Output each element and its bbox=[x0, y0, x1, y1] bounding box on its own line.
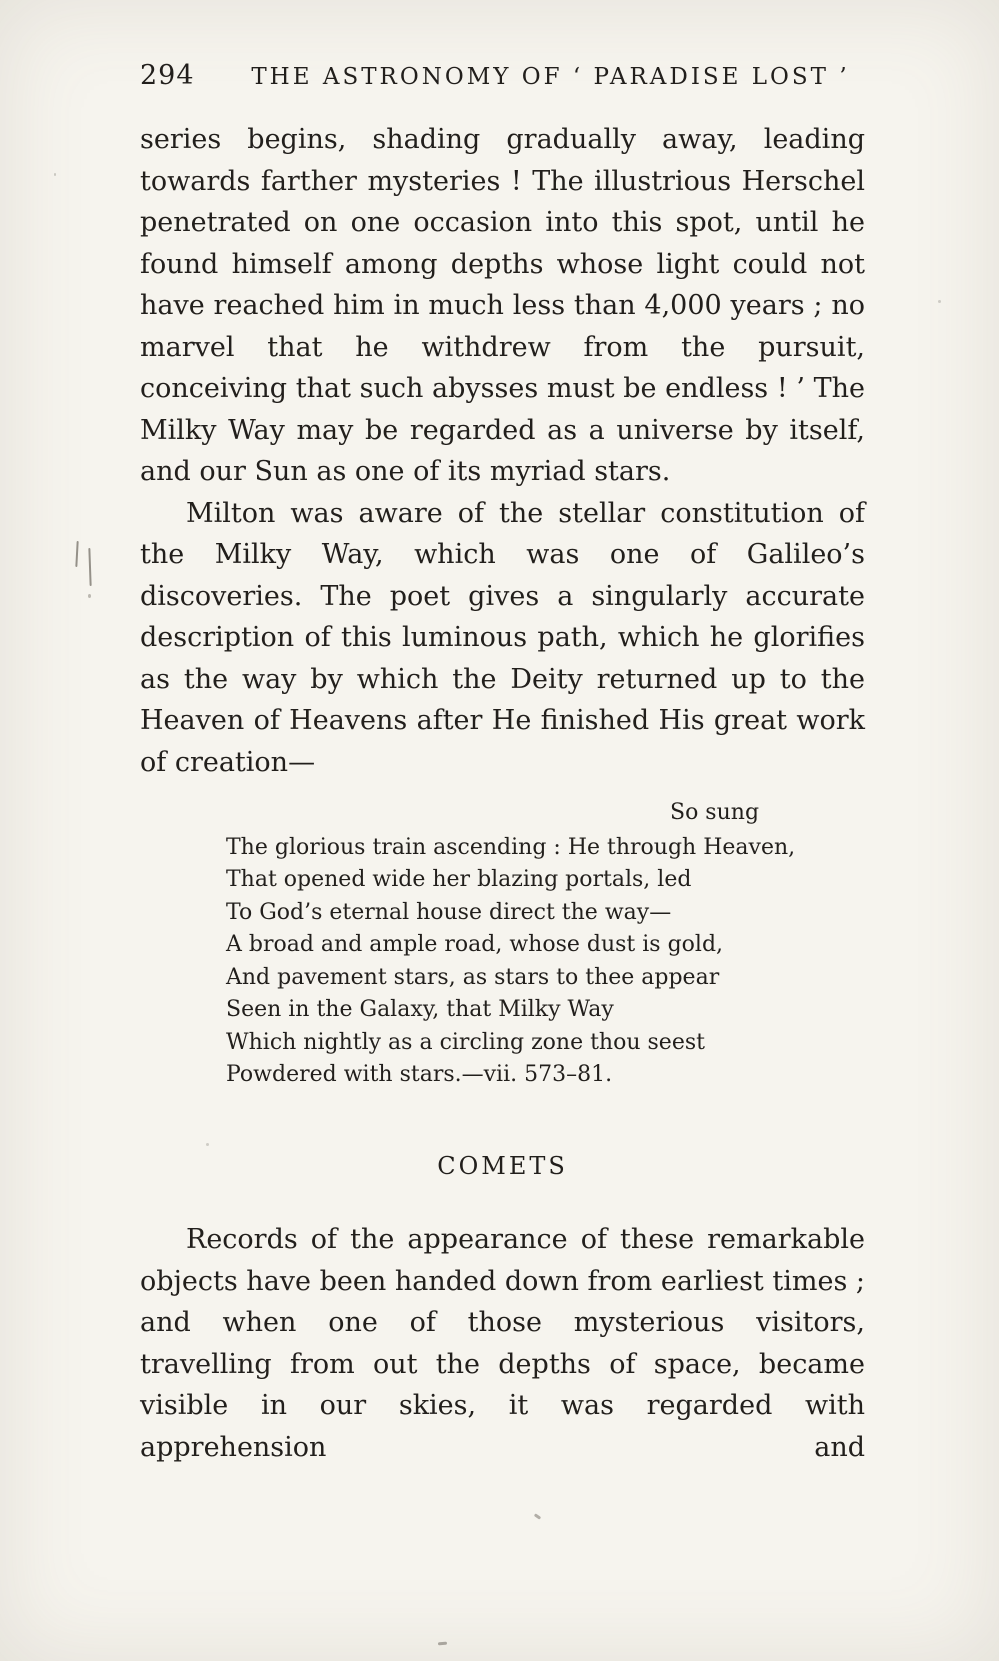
scan-artifact bbox=[54, 173, 56, 176]
running-head bbox=[140, 60, 865, 91]
scan-artifact bbox=[438, 1642, 447, 1646]
running-title: THE ASTRONOMY OF ‘ PARADISE LOST ’ bbox=[251, 64, 850, 90]
scan-artifact bbox=[88, 594, 91, 598]
scan-artifact bbox=[534, 1513, 541, 1519]
section-heading-comets: COMETS bbox=[437, 1151, 568, 1180]
verse-line: That opened wide her blazing portals, led bbox=[226, 867, 692, 892]
paragraph-comets: Records of the appearance of these remarkable objects have been handed down from earliest times ; and when one of those mysterious visitors, travelling from out the depths of space, became visible in our skies, it was regarded with apprehension and bbox=[140, 1224, 865, 1463]
verse-line: Seen in the Galaxy, that Milky Way bbox=[226, 997, 614, 1022]
verse-line: The glorious train ascending : He through Heaven, bbox=[226, 834, 796, 860]
verse-line: A broad and ample road, whose dust is gold, bbox=[226, 932, 724, 957]
paragraph-milton: Milton was aware of the stellar constitution of the Milky Way, which was one of Galileo’s discoveries. The poet gives a singularly accurate description of this luminous path, which he glorifies as the way by which the Deity returned up to the Heaven of Heavens after He finished His great work of creation— bbox=[140, 497, 865, 778]
scan-artifact bbox=[88, 548, 91, 586]
scan-artifact bbox=[938, 300, 941, 303]
paragraph-continuation: series begins, shading gradually away, leading towards farther mysteries ! The illustrious Herschel penetrated on one occasion into this spot, until he found himself among depths whose light could not have reached him in much less than 4,000 years ; no marvel that he withdrew from the pursuit, conceiving that such abysses must be endless ! ’ The Milky Way may be regarded as a universe by itself, and our Sun as one of its myriad stars. bbox=[140, 124, 865, 487]
verse-line: Which nightly as a circling zone thou seest bbox=[226, 1029, 705, 1055]
verse-intro: So sung bbox=[670, 800, 760, 825]
verse-line-citation: Powdered with stars.—vii. 573–81. bbox=[226, 1062, 613, 1087]
page-number: 294 bbox=[140, 60, 195, 91]
verse-line: And pavement stars, as stars to thee appear bbox=[226, 964, 720, 990]
verse-line: To God’s eternal house direct the way— bbox=[226, 899, 672, 925]
scan-artifact bbox=[75, 541, 78, 567]
verse-quotation bbox=[226, 797, 865, 1092]
body-text bbox=[140, 119, 865, 1468]
scan-artifact bbox=[206, 1143, 209, 1146]
